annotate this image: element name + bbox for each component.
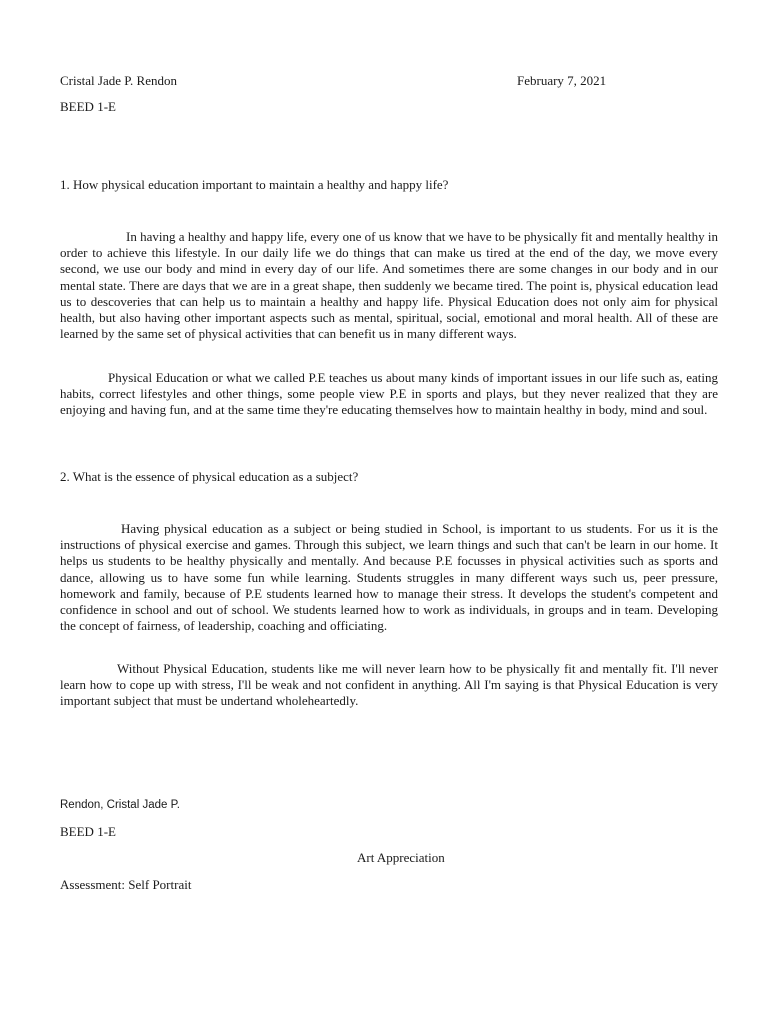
q1-answer-paragraph-2: Physical Education or what we called P.E teaches us about many kinds of important issues in our life such as, eating habits, correct lifestyles and other things, some people view P.E in sports and plays, but they never realized that they are enjoying and having fun, and at the same time they're educating themselves how to maintain healthy in body, mind and soul. bbox=[60, 370, 718, 418]
q2-answer-paragraph-1: Having physical education as a subject or being studied in School, is important to us students. For us it is the instructions of physical exercise and games. Through this subject, we learn things and such that can't be learn in our home. It helps us students to be healthy physically and mentally. And because P.E focusses in physical activities such as sports and dance, allowing us to have some fun while learning. Students struggles in many different ways such us, peer pressure, homework and family, because of P.E students learned how to manage their stress. It develops the student's competent and confidence in school and out of school. We students learned how to work as individuals, in groups and in team. Developing the concept of fairness, of leadership, coaching and officiating. bbox=[60, 521, 718, 634]
q2-answer-paragraph-2: Without Physical Education, students like me will never learn how to be physically fit and mentally fit. I'll never learn how to cope up with stress, I'll be weak and not confident in anything. All I'm saying is that Physical Education is very important subject that must be undertand wholeheartedly. bbox=[60, 661, 718, 709]
student-name: Cristal Jade P. Rendon bbox=[60, 73, 177, 88]
footer-section-label: BEED 1-E bbox=[60, 824, 116, 839]
footer-student-name: Rendon, Cristal Jade P. bbox=[60, 799, 180, 811]
assessment-title: Assessment: Self Portrait bbox=[60, 877, 192, 892]
question-2: 2. What is the essence of physical education as a subject? bbox=[60, 469, 359, 484]
subject-title: Art Appreciation bbox=[357, 850, 445, 865]
q1-answer-paragraph-1: In having a healthy and happy life, every one of us know that we have to be physically fit and mentally healthy in order to achieve this lifestyle. In our daily life we do things that can make us tired at the end of the day, we move every second, we use our body and mind in every day of our life. And sometimes there are some changes in our body and in our mental state. There are days that we are in a great shape, then suddenly we became tired. The point is, physical education lead us to descoveries that can help us to maintain a healthy and happy life. Physical Education does not only aim for physical health, but also having other important aspects such as mental, spiritual, social, emotional and moral health. All of these are learned by the same set of physical activities that can benefit us in many different ways. bbox=[60, 229, 718, 342]
section-label: BEED 1-E bbox=[60, 99, 116, 114]
document-date: February 7, 2021 bbox=[517, 73, 607, 88]
question-1: 1. How physical education important to maintain a healthy and happy life? bbox=[60, 177, 449, 192]
